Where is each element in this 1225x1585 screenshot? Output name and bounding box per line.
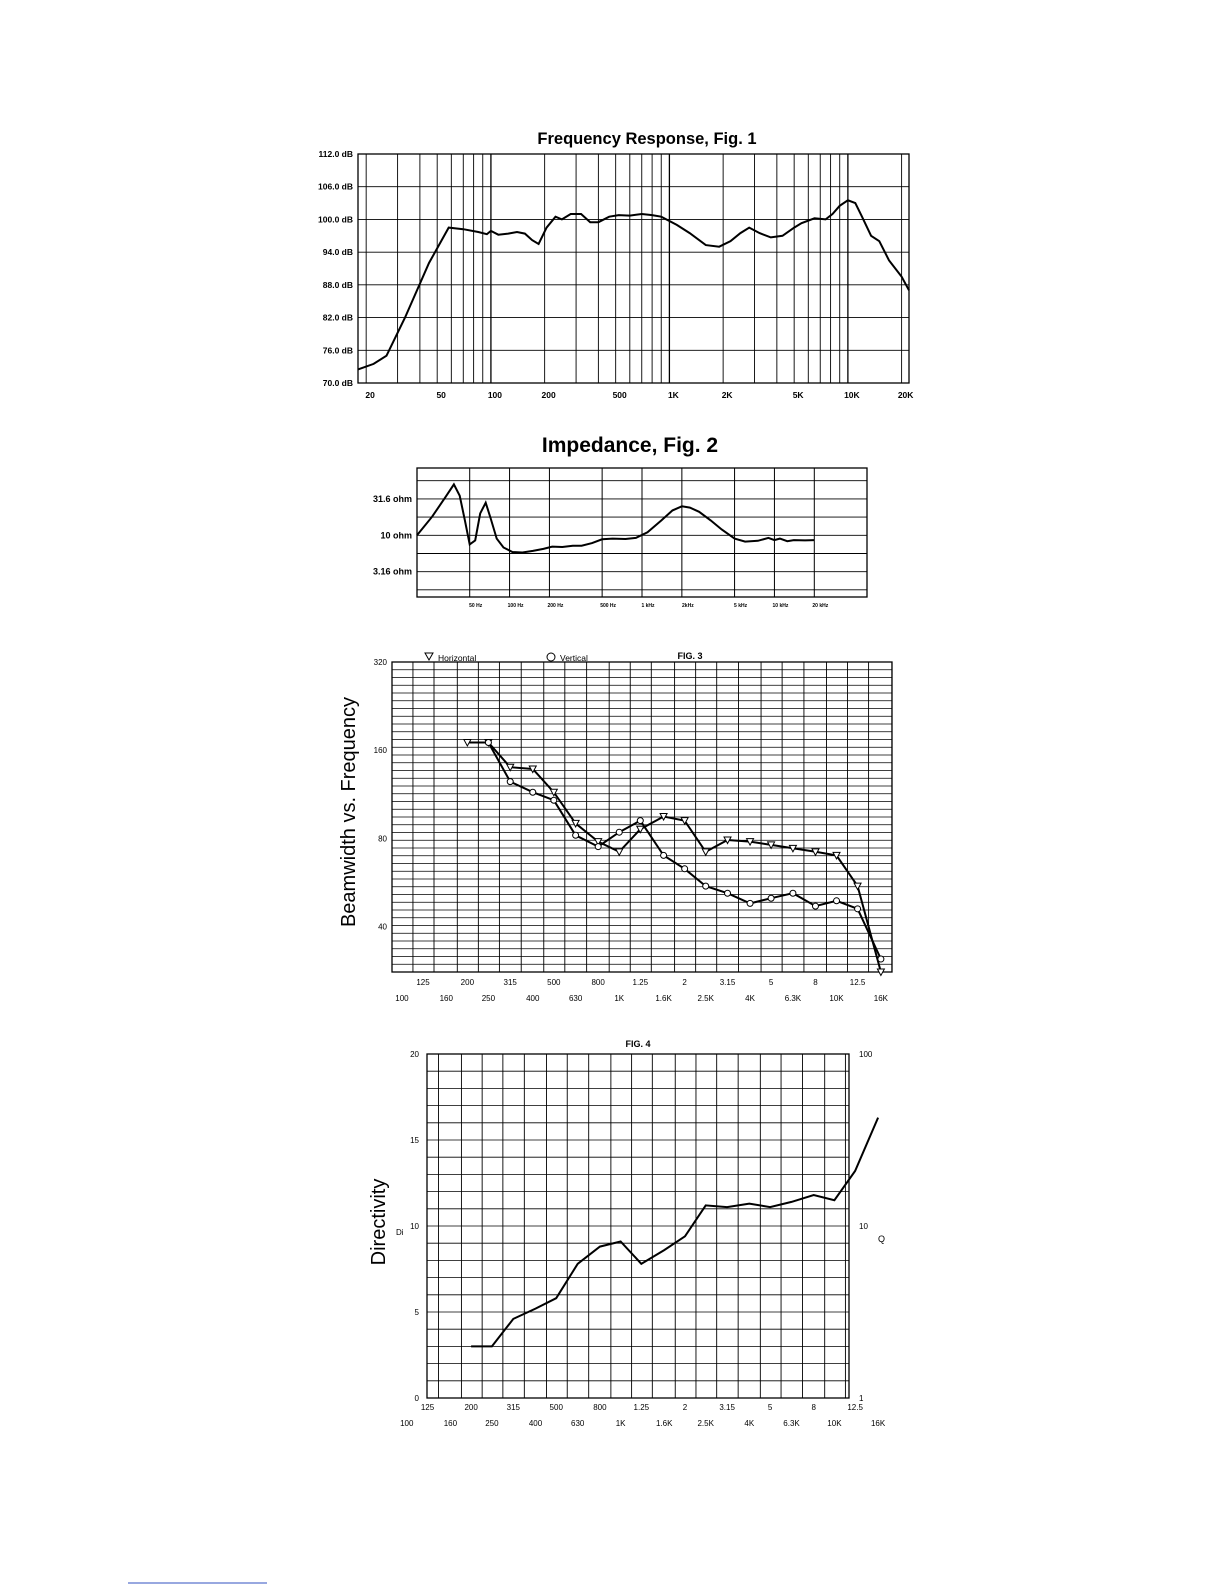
right-tick-label: 10 bbox=[859, 1222, 868, 1231]
x-tick-label-upper: 800 bbox=[591, 978, 605, 987]
vertical-marker bbox=[637, 818, 643, 824]
x-tick-label-lower: 250 bbox=[485, 1419, 499, 1428]
y-tick-label: 112.0 dB bbox=[318, 149, 353, 159]
x-tick-label: 200 bbox=[541, 390, 556, 400]
directivity-chart bbox=[368, 1039, 886, 1428]
y-tick-label: 31.6 ohm bbox=[372, 493, 412, 504]
x-tick-label: 500 Hz bbox=[600, 603, 617, 609]
directivity-y-tick-labels bbox=[410, 1050, 419, 1403]
y-tick-label: 10 bbox=[410, 1222, 419, 1231]
y-tick-label: 3.16 ohm bbox=[372, 566, 412, 577]
vertical-marker bbox=[530, 789, 536, 795]
x-tick-label-lower: 1K bbox=[614, 994, 625, 1003]
impedance-x-tick-labels bbox=[469, 603, 829, 609]
right-tick-label: 100 bbox=[859, 1050, 873, 1059]
x-tick-label-upper: 315 bbox=[506, 1403, 521, 1412]
x-tick-label-lower: 10K bbox=[827, 1419, 842, 1428]
x-tick-label: 5K bbox=[792, 390, 804, 400]
y-tick-label: 100.0 dB bbox=[318, 214, 353, 225]
x-tick-label: 20K bbox=[897, 390, 914, 400]
y-tick-label: 20 bbox=[410, 1050, 419, 1059]
x-tick-label: 1 kHz bbox=[641, 603, 655, 609]
beamwidth-side-label: Beamwidth vs. Frequency bbox=[338, 696, 360, 928]
x-tick-label-lower: 100 bbox=[400, 1419, 414, 1428]
x-tick-label: 50 bbox=[436, 390, 446, 400]
x-tick-label-upper: 12.5 bbox=[847, 1403, 863, 1412]
legend-vertical-label: Vertical bbox=[560, 653, 588, 663]
horizontal-marker bbox=[702, 849, 709, 856]
vertical-marker bbox=[834, 898, 840, 904]
vertical-marker bbox=[661, 852, 667, 858]
vertical-marker bbox=[878, 956, 884, 962]
horizontal-marker bbox=[854, 883, 861, 890]
x-tick-label-upper: 1.25 bbox=[632, 978, 649, 987]
impedance-grid bbox=[417, 468, 867, 597]
x-tick-label-lower: 2.5K bbox=[697, 1419, 714, 1428]
beamwidth-horizontal-markers bbox=[464, 739, 885, 975]
x-tick-label-lower: 100 bbox=[395, 994, 409, 1003]
right-tick-label: 1 bbox=[859, 1394, 864, 1403]
y-tick-label: 5 bbox=[414, 1308, 419, 1317]
x-tick-label: 20 kHz bbox=[812, 603, 829, 609]
y-tick-label: 76.0 dB bbox=[322, 345, 353, 356]
vertical-marker bbox=[551, 797, 557, 803]
beamwidth-grid bbox=[392, 662, 892, 972]
frequency-response-title: Frequency Response, Fig. 1 bbox=[537, 130, 757, 148]
x-tick-label-lower: 10K bbox=[829, 994, 844, 1003]
x-tick-label-upper: 3.15 bbox=[719, 978, 736, 987]
x-tick-label-lower: 16K bbox=[870, 1419, 886, 1428]
y-tick-label: 320 bbox=[373, 658, 387, 667]
x-tick-label-upper: 5 bbox=[768, 978, 774, 987]
frequency-response-grid bbox=[358, 154, 909, 383]
y-tick-label: 15 bbox=[410, 1136, 419, 1145]
x-tick-label-upper: 2 bbox=[682, 1403, 688, 1412]
vertical-marker bbox=[790, 890, 796, 896]
x-tick-label-upper: 500 bbox=[549, 1403, 563, 1412]
beamwidth-vertical-markers bbox=[485, 739, 883, 962]
x-tick-label-lower: 16K bbox=[873, 994, 889, 1003]
x-tick-label: 20 bbox=[365, 390, 375, 400]
x-tick-label-lower: 2.5K bbox=[697, 994, 714, 1003]
y-tick-label: 94.0 dB bbox=[322, 247, 353, 258]
directivity-di-label: Di bbox=[396, 1228, 404, 1237]
vertical-marker bbox=[573, 832, 579, 838]
x-tick-label-upper: 2 bbox=[682, 978, 687, 987]
x-tick-label-lower: 160 bbox=[443, 1419, 458, 1428]
x-tick-label-upper: 1.25 bbox=[633, 1403, 650, 1412]
vertical-marker bbox=[768, 895, 774, 901]
x-tick-label: 1K bbox=[667, 390, 679, 400]
x-tick-label: 2K bbox=[721, 390, 733, 400]
x-tick-label-lower: 400 bbox=[526, 994, 540, 1003]
x-tick-label-lower: 1K bbox=[615, 1419, 626, 1428]
x-tick-label-upper: 12.5 bbox=[849, 978, 866, 987]
legend-triangle-icon bbox=[425, 653, 433, 660]
vertical-marker bbox=[507, 779, 513, 785]
x-tick-label-lower: 4K bbox=[744, 1419, 755, 1428]
x-tick-label-upper: 3.15 bbox=[719, 1403, 735, 1412]
y-tick-label: 160 bbox=[373, 746, 387, 756]
x-tick-label-upper: 315 bbox=[503, 978, 517, 987]
beamwidth-chart bbox=[338, 651, 892, 1003]
y-tick-label: 82.0 dB bbox=[322, 312, 353, 323]
x-tick-label: 100 bbox=[487, 390, 503, 400]
x-tick-label-upper: 800 bbox=[593, 1403, 607, 1412]
directivity-x-tick-labels bbox=[400, 1403, 886, 1428]
x-tick-label-lower: 1.6K bbox=[655, 994, 672, 1003]
directivity-q-label: Q bbox=[878, 1234, 886, 1244]
directivity-fig-title: FIG. 4 bbox=[625, 1039, 651, 1049]
directivity-right-tick-labels bbox=[859, 1050, 873, 1403]
beamwidth-vertical-line bbox=[488, 743, 881, 960]
x-tick-label-lower: 250 bbox=[481, 994, 496, 1003]
impedance-y-tick-labels bbox=[373, 494, 412, 577]
x-tick-label-upper: 125 bbox=[420, 1403, 435, 1412]
x-tick-label-upper: 125 bbox=[416, 978, 430, 987]
y-tick-label: 0 bbox=[414, 1394, 419, 1403]
x-tick-label-lower: 400 bbox=[528, 1419, 543, 1428]
vertical-marker bbox=[855, 906, 861, 912]
impedance-chart bbox=[373, 434, 867, 609]
impedance-title: Impedance, Fig. 2 bbox=[541, 434, 719, 457]
x-tick-label-lower: 1.6K bbox=[656, 1419, 673, 1428]
x-tick-label: 10 kHz bbox=[772, 603, 789, 609]
beamwidth-fig-title: FIG. 3 bbox=[677, 651, 703, 661]
frequency-response-chart bbox=[318, 130, 914, 400]
plot-frame bbox=[358, 154, 909, 383]
frequency-response-y-tick-labels bbox=[318, 149, 353, 388]
beamwidth-y-tick-labels bbox=[374, 658, 388, 932]
x-tick-label-upper: 8 bbox=[811, 1403, 816, 1412]
y-tick-label: 10 ohm bbox=[380, 530, 412, 541]
vertical-marker bbox=[595, 844, 601, 850]
vertical-marker bbox=[703, 883, 709, 889]
directivity-side-label: Directivity bbox=[368, 1178, 390, 1266]
y-tick-label: 88.0 dB bbox=[322, 279, 353, 290]
vertical-marker bbox=[682, 866, 688, 872]
x-tick-label-lower: 6.3K bbox=[784, 994, 802, 1003]
x-tick-label: 5 kHz bbox=[734, 603, 748, 609]
vertical-marker bbox=[747, 900, 753, 906]
x-tick-label: 50 Hz bbox=[469, 603, 483, 609]
x-tick-label-upper: 8 bbox=[813, 978, 818, 987]
legend-circle-icon bbox=[547, 653, 555, 661]
x-tick-label-lower: 6.3K bbox=[783, 1419, 800, 1428]
beamwidth-x-tick-labels bbox=[395, 978, 888, 1003]
x-tick-label-upper: 200 bbox=[464, 1403, 478, 1412]
x-tick-label: 10K bbox=[844, 390, 860, 400]
x-tick-label-lower: 630 bbox=[571, 1419, 585, 1428]
impedance-curve bbox=[417, 484, 814, 552]
y-tick-label: 70.0 dB bbox=[322, 378, 353, 388]
x-tick-label: 100 Hz bbox=[507, 603, 524, 609]
y-tick-label: 40 bbox=[378, 922, 387, 932]
frequency-response-x-tick-labels bbox=[365, 390, 914, 400]
vertical-marker bbox=[725, 890, 731, 896]
y-tick-label: 80 bbox=[378, 834, 387, 844]
x-tick-label: 500 bbox=[612, 390, 627, 400]
y-tick-label: 106.0 dB bbox=[318, 181, 353, 192]
legend-horizontal-label: Horizontal bbox=[438, 653, 477, 663]
vertical-marker bbox=[616, 829, 622, 835]
x-tick-label-upper: 500 bbox=[547, 978, 561, 987]
x-tick-label: 200 Hz bbox=[547, 603, 564, 609]
vertical-marker bbox=[485, 739, 491, 745]
x-tick-label-upper: 200 bbox=[460, 978, 475, 987]
x-tick-label-lower: 160 bbox=[439, 994, 453, 1003]
x-tick-label-lower: 630 bbox=[568, 994, 583, 1003]
x-tick-label: 2kHz bbox=[682, 603, 694, 609]
vertical-marker bbox=[812, 903, 818, 909]
horizontal-marker bbox=[616, 849, 623, 856]
x-tick-label-upper: 5 bbox=[767, 1403, 773, 1412]
x-tick-label-lower: 4K bbox=[745, 994, 755, 1003]
